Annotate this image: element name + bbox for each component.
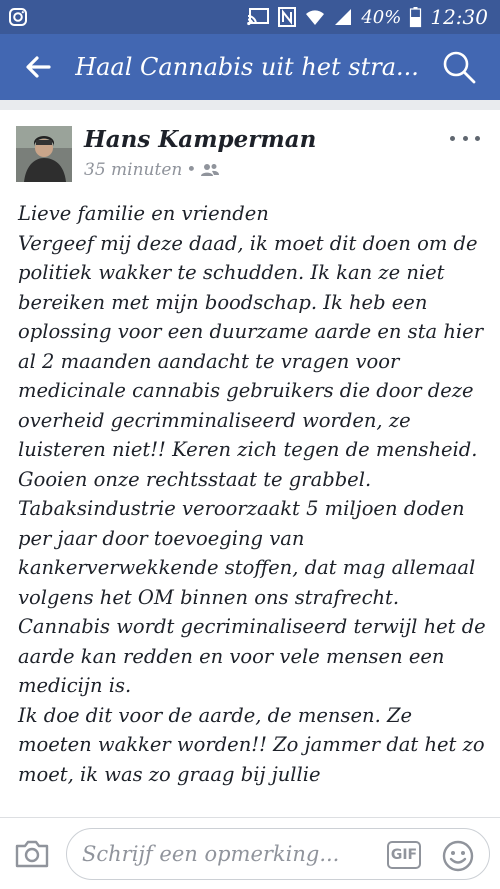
clock-time: 12:30 — [430, 5, 488, 29]
more-options-button[interactable] — [450, 128, 480, 148]
comment-bar — [0, 817, 500, 889]
post-header — [0, 110, 500, 200]
gif-button[interactable]: GIF — [387, 841, 421, 869]
page-title: Haal Cannabis uit het stra... — [75, 53, 419, 81]
battery-icon — [410, 7, 421, 27]
more-dot-icon — [463, 136, 468, 141]
search-button[interactable] — [419, 34, 500, 100]
comment-input[interactable] — [66, 828, 490, 880]
battery-percentage: 40% — [361, 6, 402, 28]
instagram-icon — [8, 7, 28, 27]
comment-placeholder: Schrijf een opmerking... — [82, 842, 340, 866]
friends-icon — [200, 163, 220, 177]
post-meta — [84, 160, 220, 180]
search-icon — [442, 50, 476, 84]
nfc-icon — [278, 7, 296, 27]
status-left — [8, 7, 28, 27]
feed-divider — [0, 100, 500, 110]
camera-icon — [14, 838, 50, 870]
post-timestamp[interactable]: 35 minuten — [84, 160, 183, 180]
avatar[interactable] — [16, 126, 72, 182]
status-bar — [0, 0, 500, 34]
back-arrow-icon — [25, 55, 51, 79]
status-right — [247, 5, 488, 29]
app-bar — [0, 34, 500, 100]
wifi-icon — [305, 7, 325, 27]
post-text: Lieve familie en vrienden Vergeef mij deze daad, ik moet dit doen om de politiek wakker te schudden. Ik kan ze niet bereiken met mijn boodschap. Ik heb een oplossing voor een duurzame aarde en sta hier al 2 maanden aandacht te vragen voor medicinale cannabis gebruikers die door deze overheid gecrimminaliseerd worden, ze luisteren niet!! Keren zich tegen de mensheid. Gooien onze rechtsstaat te grabbel. Tabaksindustrie veroorzaakt 5 miljoen doden per jaar door toevoeging van kankerverwekkende stoffen, dat mag allemaal volgens het OM binnen ons strafrecht. Cannabis wordt gecriminaliseerd terwijl het de aarde kan redden en voor vele mensen een medicijn is. Ik doe dit voor de aarde, de mensen. Ze moeten wakker worden!! Zo jammer dat het zo moet, ik was zo graag bij jullie — [18, 202, 486, 786]
back-button[interactable] — [0, 34, 75, 100]
emoji-button[interactable] — [442, 840, 474, 872]
author-name[interactable]: Hans Kamperman — [84, 126, 317, 153]
meta-separator: • — [186, 160, 197, 180]
emoji-icon — [442, 840, 474, 872]
more-dot-icon — [450, 136, 455, 141]
cast-icon — [247, 8, 269, 26]
more-dot-icon — [475, 136, 480, 141]
avatar-image — [16, 126, 72, 182]
camera-button[interactable] — [14, 838, 50, 870]
signal-icon — [334, 8, 352, 26]
